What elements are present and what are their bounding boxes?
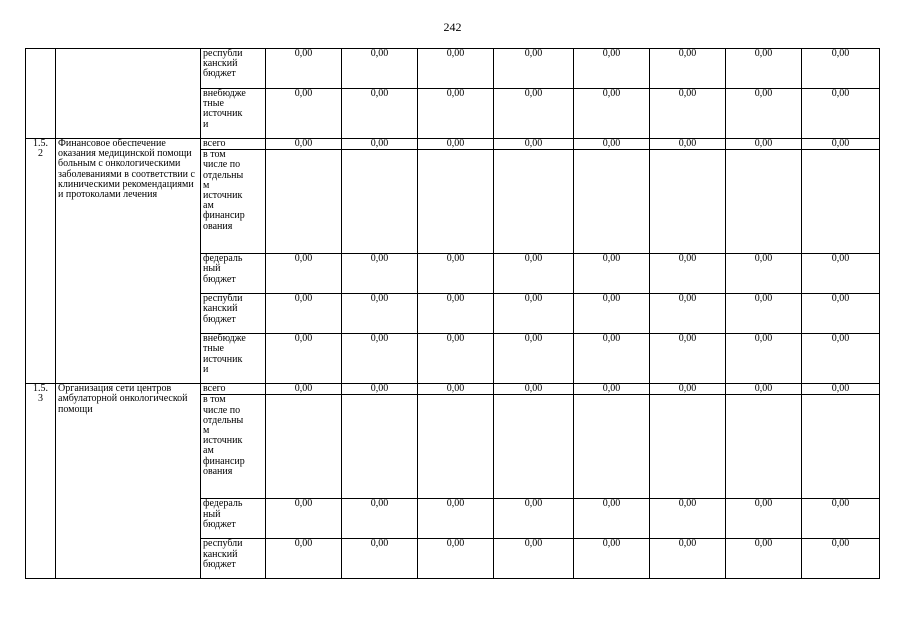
- value-cell: 0,00: [726, 89, 802, 139]
- value-cell: [726, 395, 802, 499]
- value-cell: 0,00: [342, 139, 418, 150]
- value-cell: 0,00: [802, 334, 880, 384]
- value-cell: 0,00: [418, 139, 494, 150]
- page-number: 242: [443, 20, 462, 34]
- value-cell: 0,00: [574, 499, 650, 539]
- value-cell: [418, 395, 494, 499]
- value-cell: 0,00: [650, 139, 726, 150]
- value-cell: 0,00: [418, 49, 494, 89]
- value-cell: 0,00: [726, 384, 802, 395]
- value-cell: 0,00: [266, 499, 342, 539]
- value-cell: 0,00: [266, 89, 342, 139]
- value-cell: 0,00: [802, 499, 880, 539]
- value-cell: [266, 395, 342, 499]
- value-cell: [650, 395, 726, 499]
- value-cell: 0,00: [418, 89, 494, 139]
- value-cell: 0,00: [494, 254, 574, 294]
- value-cell: 0,00: [494, 384, 574, 395]
- value-cell: 0,00: [650, 539, 726, 579]
- value-cell: 0,00: [266, 384, 342, 395]
- value-cell: 0,00: [342, 294, 418, 334]
- value-cell: [342, 395, 418, 499]
- value-cell: 0,00: [574, 49, 650, 89]
- table-row: [26, 139, 880, 150]
- activity-description: Финансовое обеспечение оказания медицинской помощи больным с онкологическими заболеваниями в соответствии с клиническими рекомендациями и протоколами лечения: [56, 139, 201, 384]
- value-cell: 0,00: [650, 384, 726, 395]
- row-index: 1.5. 3: [26, 384, 56, 579]
- value-cell: 0,00: [574, 334, 650, 384]
- value-cell: 0,00: [266, 334, 342, 384]
- value-cell: 0,00: [494, 139, 574, 150]
- value-cell: 0,00: [650, 294, 726, 334]
- value-cell: 0,00: [494, 294, 574, 334]
- funding-source: федераль ный бюджет: [201, 254, 266, 294]
- value-cell: 0,00: [726, 254, 802, 294]
- value-cell: [802, 150, 880, 254]
- value-cell: 0,00: [418, 334, 494, 384]
- funding-source: в том числе по отдельны м источник ам финансир ования: [201, 395, 266, 499]
- value-cell: [802, 395, 880, 499]
- funding-source: республи канский бюджет: [201, 294, 266, 334]
- value-cell: 0,00: [802, 294, 880, 334]
- funding-source: всего: [201, 139, 266, 150]
- value-cell: 0,00: [418, 254, 494, 294]
- funding-source: в том числе по отдельны м источник ам финансир ования: [201, 150, 266, 254]
- value-cell: 0,00: [266, 539, 342, 579]
- value-cell: 0,00: [266, 49, 342, 89]
- value-cell: 0,00: [494, 49, 574, 89]
- value-cell: 0,00: [650, 499, 726, 539]
- funding-source: федераль ный бюджет: [201, 499, 266, 539]
- row-index: 1.5. 2: [26, 139, 56, 384]
- value-cell: [418, 150, 494, 254]
- table-row: [26, 49, 880, 89]
- financing-table: [25, 48, 880, 579]
- value-cell: 0,00: [574, 254, 650, 294]
- value-cell: 0,00: [802, 539, 880, 579]
- value-cell: 0,00: [342, 334, 418, 384]
- value-cell: 0,00: [726, 294, 802, 334]
- row-index: [26, 49, 56, 139]
- value-cell: 0,00: [650, 254, 726, 294]
- value-cell: [650, 150, 726, 254]
- value-cell: 0,00: [494, 539, 574, 579]
- value-cell: 0,00: [266, 294, 342, 334]
- value-cell: 0,00: [494, 89, 574, 139]
- value-cell: 0,00: [494, 499, 574, 539]
- value-cell: 0,00: [266, 254, 342, 294]
- value-cell: [266, 150, 342, 254]
- value-cell: [574, 395, 650, 499]
- value-cell: 0,00: [342, 499, 418, 539]
- funding-source: республи канский бюджет: [201, 539, 266, 579]
- activity-description: [56, 49, 201, 139]
- value-cell: [726, 150, 802, 254]
- value-cell: 0,00: [574, 294, 650, 334]
- value-cell: 0,00: [802, 49, 880, 89]
- value-cell: 0,00: [418, 539, 494, 579]
- value-cell: 0,00: [342, 539, 418, 579]
- value-cell: 0,00: [726, 139, 802, 150]
- value-cell: 0,00: [650, 334, 726, 384]
- value-cell: 0,00: [418, 499, 494, 539]
- value-cell: 0,00: [650, 89, 726, 139]
- value-cell: [494, 395, 574, 499]
- funding-source: внебюдже тные источник и: [201, 334, 266, 384]
- value-cell: 0,00: [802, 254, 880, 294]
- activity-description: Организация сети центров амбулаторной онкологической помощи: [56, 384, 201, 579]
- value-cell: [494, 150, 574, 254]
- value-cell: 0,00: [802, 139, 880, 150]
- value-cell: 0,00: [266, 139, 342, 150]
- value-cell: 0,00: [574, 139, 650, 150]
- value-cell: 0,00: [342, 254, 418, 294]
- value-cell: 0,00: [418, 294, 494, 334]
- value-cell: 0,00: [726, 334, 802, 384]
- value-cell: 0,00: [574, 539, 650, 579]
- value-cell: 0,00: [342, 49, 418, 89]
- funding-source: всего: [201, 384, 266, 395]
- table-body: [26, 49, 880, 579]
- value-cell: 0,00: [574, 89, 650, 139]
- value-cell: 0,00: [650, 49, 726, 89]
- value-cell: 0,00: [342, 89, 418, 139]
- funding-source: республи канский бюджет: [201, 49, 266, 89]
- value-cell: [574, 150, 650, 254]
- value-cell: 0,00: [342, 384, 418, 395]
- value-cell: [342, 150, 418, 254]
- value-cell: 0,00: [726, 539, 802, 579]
- value-cell: 0,00: [726, 499, 802, 539]
- funding-source: внебюдже тные источник и: [201, 89, 266, 139]
- value-cell: 0,00: [802, 89, 880, 139]
- value-cell: 0,00: [494, 334, 574, 384]
- value-cell: 0,00: [802, 384, 880, 395]
- table-row: [26, 384, 880, 395]
- value-cell: 0,00: [726, 49, 802, 89]
- value-cell: 0,00: [418, 384, 494, 395]
- value-cell: 0,00: [574, 384, 650, 395]
